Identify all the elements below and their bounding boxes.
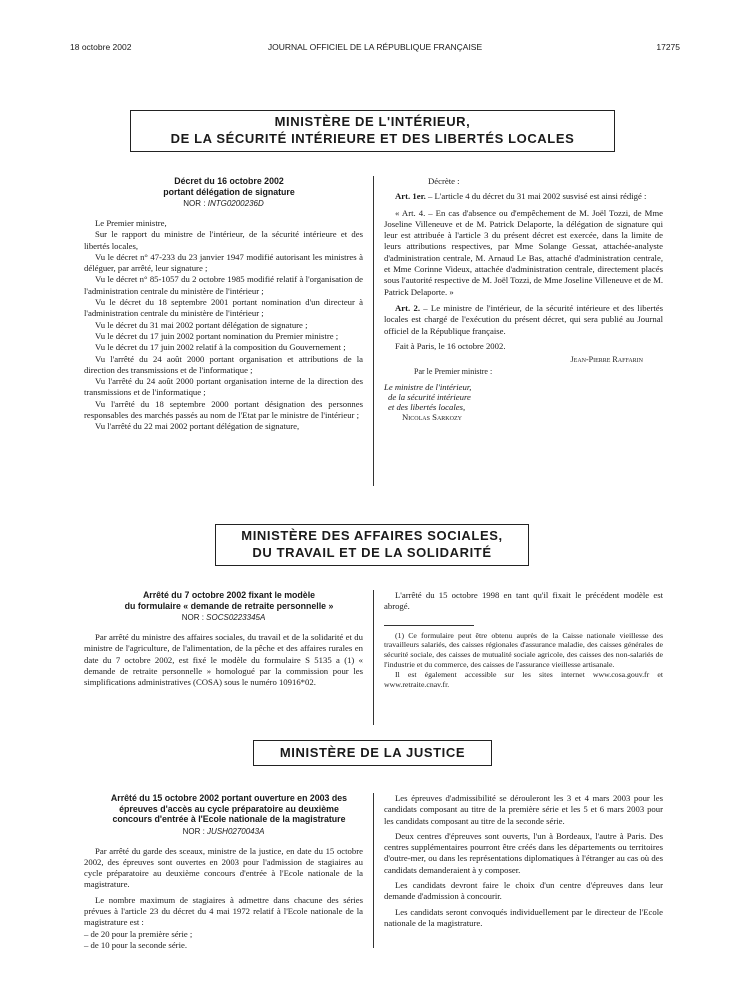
arrete-body: Le nombre maximum de stagiaires à admettre dans chacune des séries prévues à l'article 23 du décret du 4 mai 1972 relatif à l'Ecole nationale de la magistrature est : — [84, 894, 363, 928]
ministry-box-justice — [253, 740, 492, 766]
article-2: Art. 2. – Le ministre de l'intérieur, de la sécurité intérieure et des libertés locales est chargé de l'exécution du présent décret, qui sera publié au Journal officiel de la République française. — [384, 302, 663, 336]
nor-code: SOCS0223345A — [206, 613, 266, 622]
page-number: 17275 — [656, 42, 680, 52]
list-item: – de 10 pour la seconde série. — [84, 939, 188, 950]
column-divider — [373, 590, 374, 725]
arrete-title: Arrêté du 7 octobre 2002 fixant le modèle — [142, 590, 316, 600]
justice-right-column — [384, 793, 663, 929]
visa-paragraph: Vu le décret n° 47-233 du 23 janvier 1947 modifié autorisant les ministres à déléguer, par arrêté, leur signature ; — [84, 251, 363, 274]
arrete-body: Par arrêté du garde des sceaux, ministre de la justice, en date du 15 octobre 2002, des épreuves sont ouvertes en 2003 pour l'admission de stagiaires au cycle préparatoire au deuxième concours d'entrée à l'Ecole nationale de la magistrature. — [84, 845, 363, 890]
visa-paragraph: Vu le décret du 17 juin 2002 portant nomination du Premier ministre ; — [95, 330, 339, 341]
affaires-left-column — [84, 590, 363, 688]
article-1: Art. 1er. – L'article 4 du décret du 31 mai 2002 susvisé est ainsi rédigé : — [395, 191, 647, 202]
page-header — [70, 42, 680, 56]
ministry-line-1: MINISTÈRE DE L'INTÉRIEUR, — [274, 114, 471, 129]
footnote-2: Il est également accessible sur les sites internet www.cosa.gouv.fr et www.retraite.cnav.fr. — [384, 669, 663, 689]
abrogation: L'arrêté du 15 octobre 1998 en tant qu'il fixait le précédent modèle est abrogé. — [384, 590, 663, 612]
visa-paragraph: Vu le décret du 17 juin 2002 relatif à la composition du Gouvernement ; — [95, 342, 346, 353]
justice-paragraph: Les épreuves d'admissibilité se dérouleront les 3 et 4 mars 2003 pour les candidats composant au titre de la première série et les 5 et 6 mars 2003 pour les candidats composant au titre de la seconde série. — [384, 793, 663, 826]
column-divider — [373, 176, 374, 486]
nor-code: JUSH0270043A — [207, 826, 265, 836]
journal-title: JOURNAL OFFICIEL DE LA RÉPUBLIQUE FRANÇAISE — [267, 42, 483, 52]
interieur-left-column — [84, 176, 363, 433]
affaires-right-column — [384, 590, 663, 689]
justice-left-column — [84, 793, 363, 951]
par-le-premier-ministre: Par le Premier ministre : — [414, 367, 493, 377]
nor-line: NOR : INTG0200236D — [183, 199, 264, 208]
arrete-title: Arrêté du 15 octobre 2002 portant ouverture en 2003 des — [110, 793, 348, 803]
visa-paragraph: Vu le décret du 18 septembre 2001 portant nomination d'un directeur à l'administration centrale du ministère de l'intérieur ; — [84, 297, 363, 319]
justice-paragraph: Deux centres d'épreuves sont ouverts, l'un à Bordeaux, l'autre à Paris. Des centres supplémentaires pourront être créés dans les départements ou territoires d'outre-mer, ou dans les représentations diplomatiques à l'étranger au cas où des candidats demanderaient à y composer. — [384, 830, 663, 875]
footnote-1: (1) Ce formulaire peut être obtenu auprès de la Caisse nationale vieillesse des travailleurs salariés, des caisses régionales d'assurance maladie, des caisses générales de sécurité sociale, des caisses de mutualité sociale agricole, des caisses des non-salariés de l'industrie et du commerce, des caisses de l'assurance vieillesse artisanale. — [384, 630, 663, 669]
ministry-line-2: DE LA SÉCURITÉ INTÉRIEURE ET DES LIBERTÉS LOCALES — [170, 131, 575, 146]
visa-paragraph: Sur le rapport du ministre de l'intérieur, de la sécurité intérieure et des libertés locales, — [84, 229, 363, 251]
signer-ministre: Nicolas Sarkozy — [402, 411, 462, 422]
interieur-right-column — [384, 176, 663, 422]
visa-paragraph: Vu le décret n° 85-1057 du 2 octobre 1985 modifié relatif à l'organisation de l'administration centrale du ministère de l'intérieur ; — [84, 274, 363, 296]
signer-premier-ministre: Jean-Pierre Raffarin — [570, 355, 643, 365]
article-4-quote: « Art. 4. – En cas d'absence ou d'empêchement de M. Joël Tozzi, de Mme Joseline Villeneuve et de M. Patrick Delaporte, la délégation de signature qui leur est attribuée à l'article 3 du présent décret est exercée, dans la limite de leurs attributions respectives, par Mme Solange Gessat, attachée-analyste d'administration centrale, M. Arnaud Le Bas, attaché d'administration centrale, et Mme Corinne Videux, attachée d'administration centrale, directement placés sous l'autorité respective de M. Joël Tozzi, de Mme Joseline Villeneuve et de M. Patrick Delaporte. » — [384, 207, 664, 297]
nor-line: NOR : SOCS0223345A — [181, 613, 266, 622]
nor-line: NOR : JUSH0270043A — [182, 826, 265, 836]
justice-paragraph: Les candidats seront convoqués individuellement par le directeur de l'Ecole nationale de la magistrature. — [384, 906, 663, 928]
nor-code: INTG0200236D — [207, 199, 264, 208]
ministry-line-1: MINISTÈRE DE LA JUSTICE — [279, 745, 466, 760]
decree-subtitle: portant délégation de signature — [163, 186, 295, 197]
ministry-box-affaires-sociales — [215, 524, 529, 566]
arrete-subtitle: du formulaire « demande de retraite personnelle » — [124, 600, 334, 611]
arrete-body: Par arrêté du ministre des affaires sociales, du travail et de la solidarité et du ministre de l'agriculture, de l'alimentation, de la pêche et des affaires rurales en date du 7 octobre 2002, est fixé le modèle du formulaire S 5135 a (1) « demande de retraite personnelle » homologué par la commission pour les simplifications administratives (COSA) sous le numéro 10916*02. — [84, 632, 363, 688]
ministry-line-2: DU TRAVAIL ET DE LA SOLIDARITÉ — [252, 545, 492, 560]
issue-date: 18 octobre 2002 — [70, 42, 132, 52]
list-item: – de 20 pour la première série ; — [84, 928, 193, 939]
decree-title: Décret du 16 octobre 2002 — [174, 176, 284, 186]
minister-title: Le ministre de l'intérieur, de la sécurité intérieure et des libertés locales, — [384, 381, 472, 412]
justice-paragraph: Les candidats devront faire le choix d'un centre d'épreuves dans leur demande d'admission à concourir. — [384, 880, 663, 902]
visa-paragraph: Vu l'arrêté du 18 septembre 2000 portant désignation des personnes responsables des marchés passés au nom de l'Etat par le ministre de l'intérieur ; — [84, 398, 363, 421]
arrete-title: concours d'entrée à l'Ecole nationale de la magistrature — [112, 814, 346, 824]
decrete: Décrète : — [428, 176, 460, 186]
visa-paragraph: Vu l'arrêté du 24 août 2000 portant organisation interne de la direction des transmissions et de l'informatique ; — [84, 376, 363, 398]
ministry-line-1: MINISTÈRE DES AFFAIRES SOCIALES, — [241, 528, 503, 543]
footnote-rule — [384, 625, 474, 626]
visa-paragraph: Vu l'arrêté du 24 août 2000 portant organisation et attributions de la direction des transmissions et de l'informatique ; — [84, 353, 363, 375]
visa-paragraph: Le Premier ministre, — [95, 218, 167, 228]
ministry-box-interieur — [130, 110, 615, 152]
fait-a-paris: Fait à Paris, le 16 octobre 2002. — [395, 340, 506, 351]
visa-paragraph: Vu l'arrêté du 22 mai 2002 portant délégation de signature, — [95, 421, 300, 432]
visa-paragraph: Vu le décret du 31 mai 2002 portant délégation de signature ; — [95, 319, 308, 330]
arrete-title: épreuves d'accès au cycle préparatoire au deuxième — [119, 803, 339, 814]
column-divider — [373, 793, 374, 948]
